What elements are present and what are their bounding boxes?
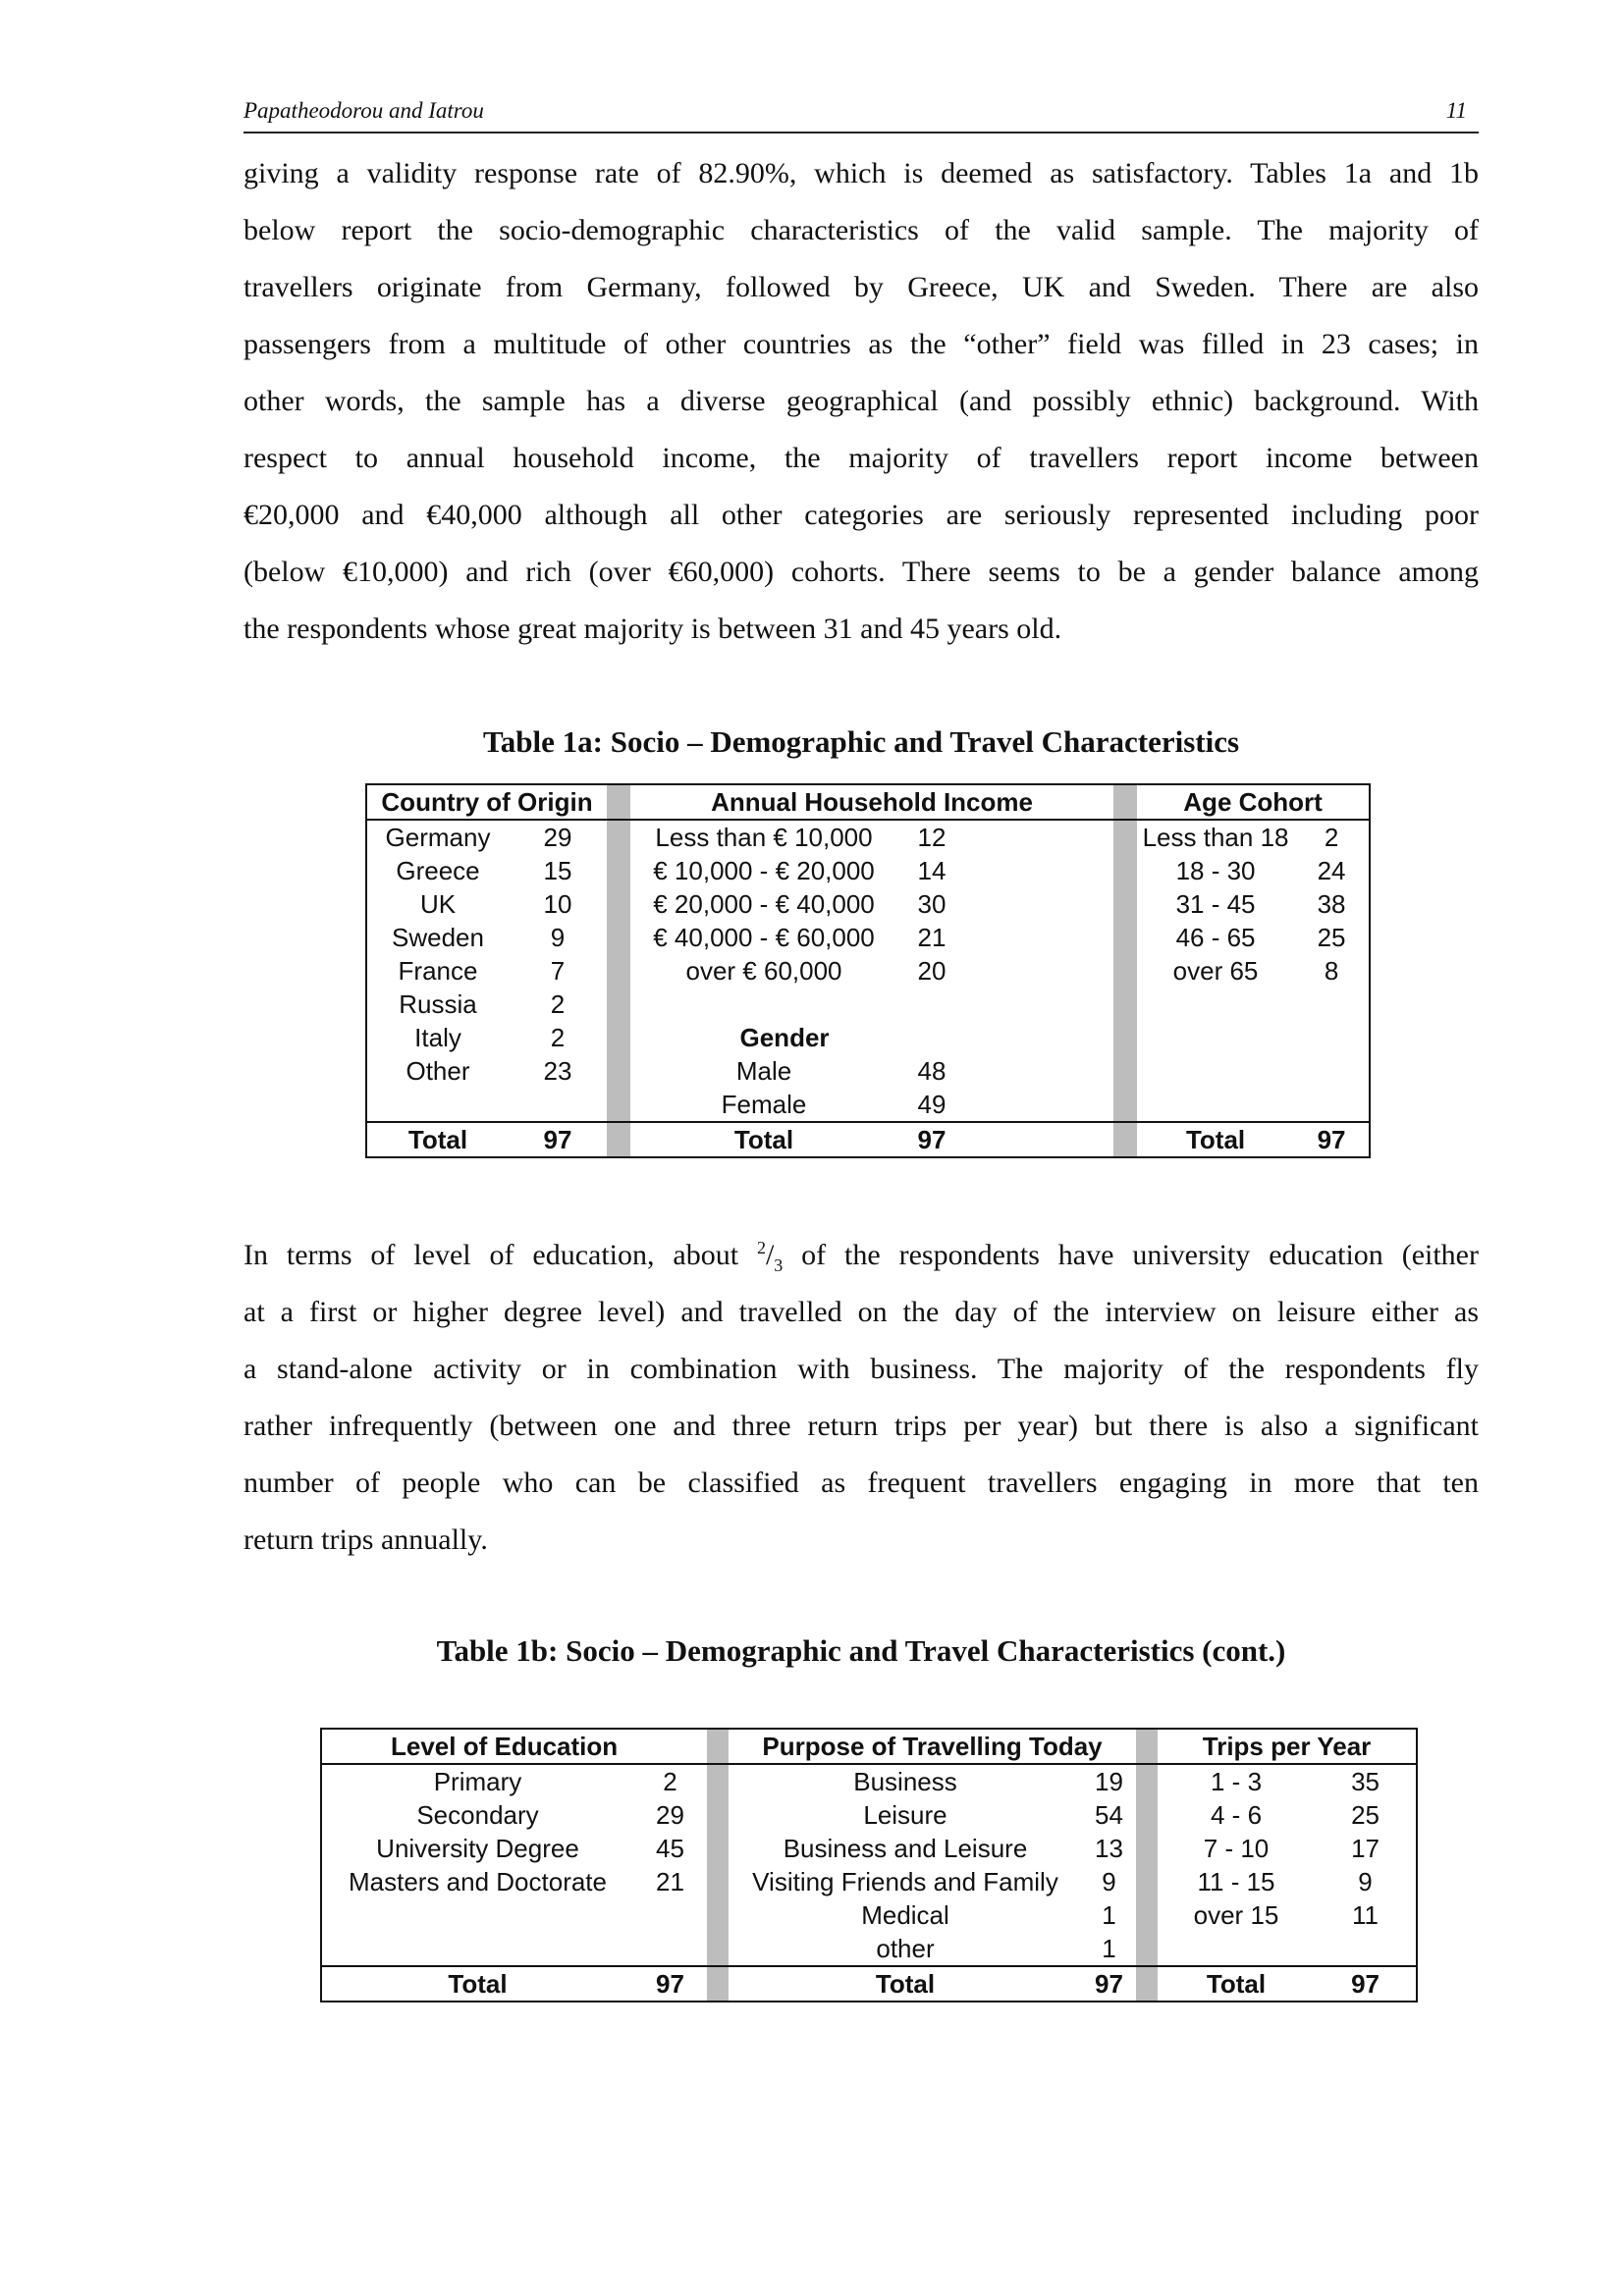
table-cell: 45 — [656, 1834, 684, 1863]
table-cell: 8 — [1324, 956, 1339, 986]
table-cell: UK — [419, 889, 457, 919]
table-row — [366, 988, 1370, 1021]
table-row — [366, 887, 1370, 921]
table-header-row — [321, 1729, 1417, 1764]
text-line: below report the socio-demographic characteristics of the valid sample. The majority of — [243, 214, 1479, 246]
table-cell: 24 — [1317, 856, 1346, 885]
column-header: Country of Origin — [366, 784, 607, 820]
table-cell: 4 - 6 — [1211, 1800, 1263, 1830]
table-cell: 15 — [543, 856, 572, 885]
text-line: (below €10,000) and rich (over €60,000) cohorts. There seems to be a gender balance among — [243, 556, 1479, 588]
running-header — [243, 96, 1479, 133]
total-label: Total — [366, 1122, 509, 1157]
table-cell: 54 — [1095, 1800, 1123, 1830]
table-cell: 9 — [1358, 1867, 1373, 1896]
header-authors: Papatheodorou and Iatrou — [243, 98, 484, 123]
column-separator — [607, 1088, 630, 1122]
table-cell: € 20,000 - € 40,000 — [653, 889, 875, 919]
text-line: other words, the sample has a diverse geographical (and possibly ethnic) background. With — [243, 385, 1479, 417]
text-line: giving a validity response rate of 82.90%, which is deemed as satisfactory. Tables 1a and 1b — [243, 157, 1479, 189]
column-separator — [707, 1729, 729, 1764]
table-cell: Business and Leisure — [783, 1834, 1028, 1863]
table-row — [321, 1932, 1417, 1966]
column-header: Purpose of Travelling Today — [729, 1729, 1136, 1764]
table-row — [366, 954, 1370, 988]
column-separator — [1136, 1832, 1158, 1865]
table-1a — [365, 783, 1371, 1158]
table-cell: 25 — [1317, 923, 1346, 952]
table-row — [366, 1021, 1370, 1054]
gender-subheader: Gender — [739, 1023, 830, 1052]
column-separator — [607, 854, 630, 887]
column-separator — [1136, 1764, 1158, 1798]
column-separator — [1136, 1966, 1158, 2002]
column-separator — [707, 1764, 729, 1798]
table-cell: over 15 — [1193, 1900, 1279, 1930]
column-separator — [1136, 1865, 1158, 1898]
table-cell: 2 — [550, 989, 566, 1019]
table-total-row — [321, 1966, 1417, 2002]
fraction-numerator: 2 — [756, 1238, 766, 1257]
total-value: 97 — [1082, 1966, 1136, 2002]
table-cell: 30 — [917, 889, 947, 919]
column-separator — [607, 1021, 630, 1054]
table-cell: Medical — [861, 1900, 949, 1930]
table-cell: 7 — [550, 956, 566, 986]
total-label: Total — [1137, 1122, 1294, 1157]
column-separator — [1113, 854, 1137, 887]
table-cell: 2 — [550, 1023, 566, 1052]
table-row — [366, 854, 1370, 887]
table-1b-caption: Table 1b: Socio – Demographic and Travel Characteristics (cont.) — [436, 1633, 1286, 1668]
table-cell: 2 — [663, 1767, 677, 1796]
table-cell: 11 — [1352, 1900, 1380, 1930]
column-separator — [1113, 1088, 1137, 1122]
fraction-denominator: 3 — [774, 1255, 784, 1275]
column-separator — [1136, 1729, 1158, 1764]
table-cell: Business — [853, 1767, 957, 1796]
table-cell: 25 — [1351, 1800, 1380, 1830]
table-row — [366, 1088, 1370, 1122]
table-cell: 29 — [656, 1800, 684, 1830]
text-line: travellers originate from Germany, followed by Greece, UK and Sweden. There are also — [243, 271, 1479, 303]
text-line: the respondents whose great majority is between 31 and 45 years old. — [243, 613, 1062, 645]
text-line: at a first or higher degree level) and travelled on the day of the interview on leisure either as — [243, 1296, 1479, 1328]
table-cell: University Degree — [376, 1834, 579, 1863]
total-value: 97 — [1315, 1966, 1417, 2002]
table-cell: Sweden — [392, 923, 484, 952]
table-cell: 1 — [1102, 1900, 1116, 1930]
table-row — [321, 1898, 1417, 1932]
column-separator — [1113, 988, 1137, 1021]
table-cell: Italy — [414, 1023, 461, 1052]
column-header: Age Cohort — [1137, 784, 1370, 820]
text-line: €20,000 and €40,000 although all other categories are seriously represented including poor — [243, 499, 1479, 531]
column-separator — [707, 1932, 729, 1966]
table-row — [321, 1832, 1417, 1865]
text-line: rather infrequently (between one and three return trips per year) but there is also a significant — [243, 1410, 1479, 1442]
table-cell: 21 — [656, 1867, 684, 1896]
table-cell: Less than € 10,000 — [655, 823, 873, 852]
column-separator — [607, 887, 630, 921]
column-separator — [1113, 954, 1137, 988]
text-line: respect to annual household income, the majority of travellers report income between — [243, 442, 1479, 474]
text-fragment: In terms of level of education, about — [243, 1239, 757, 1271]
table-cell: Female — [721, 1090, 807, 1119]
table-1b — [320, 1728, 1418, 2002]
table-cell: 9 — [1102, 1867, 1116, 1896]
total-label: Total — [630, 1122, 897, 1157]
table-cell: 48 — [917, 1056, 947, 1086]
table-cell: 21 — [917, 923, 947, 952]
table-cell: 2 — [1324, 823, 1339, 852]
table-row — [321, 1865, 1417, 1898]
paragraph-1 — [243, 145, 1479, 658]
table-cell: Male — [735, 1056, 792, 1086]
column-separator — [607, 820, 630, 854]
table-cell: 10 — [543, 889, 572, 919]
table-total-row — [366, 1122, 1370, 1157]
text-line: passengers from a multitude of other countries as the “other” field was filled in 23 cases; in — [243, 328, 1479, 360]
table-cell: € 10,000 - € 20,000 — [653, 856, 875, 885]
table-cell: 7 - 10 — [1203, 1834, 1270, 1863]
table-cell: Primary — [433, 1767, 522, 1796]
table-cell: € 40,000 - € 60,000 — [653, 923, 875, 952]
table-cell: 11 - 15 — [1197, 1867, 1275, 1896]
column-separator — [707, 1865, 729, 1898]
table-cell: Germany — [385, 823, 491, 852]
table-cell: other — [876, 1934, 935, 1963]
table-row — [366, 820, 1370, 854]
table-1a-caption: Table 1a: Socio – Demographic and Travel Characteristics — [482, 724, 1240, 759]
table-cell: over 65 — [1172, 956, 1259, 986]
table-cell: 9 — [550, 923, 566, 952]
column-separator — [1113, 1122, 1137, 1157]
column-separator — [1113, 784, 1137, 820]
table-cell: 29 — [543, 823, 572, 852]
table-cell: Greece — [396, 856, 480, 885]
table-cell: 18 - 30 — [1175, 856, 1256, 885]
column-separator — [707, 1966, 729, 2002]
table-cell: Secondary — [416, 1800, 539, 1830]
table-cell: 38 — [1317, 889, 1346, 919]
column-separator — [1113, 921, 1137, 954]
column-separator — [1136, 1932, 1158, 1966]
text-line: a stand-alone activity or in combination with business. The majority of the respondents fly — [243, 1353, 1479, 1385]
column-separator — [607, 954, 630, 988]
total-label: Total — [1158, 1966, 1315, 2002]
column-header: Level of Education — [321, 1729, 707, 1764]
table-cell: 20 — [917, 956, 947, 986]
text-line: return trips annually. — [243, 1523, 488, 1556]
column-separator — [1113, 887, 1137, 921]
table-cell: 23 — [543, 1056, 572, 1086]
text-line — [243, 1227, 1479, 1284]
table-cell: Visiting Friends and Family — [752, 1867, 1058, 1896]
column-separator — [607, 1122, 630, 1157]
column-separator — [607, 1054, 630, 1088]
table-cell: Leisure — [863, 1800, 947, 1830]
table-cell: 12 — [917, 823, 947, 852]
fraction-slash: / — [765, 1239, 775, 1271]
column-separator — [607, 921, 630, 954]
table-cell: 19 — [1095, 1767, 1123, 1796]
table-cell: 31 - 45 — [1175, 889, 1256, 919]
table-row — [321, 1764, 1417, 1798]
total-value: 97 — [509, 1122, 607, 1157]
column-separator — [707, 1798, 729, 1832]
table-cell: Masters and Doctorate — [348, 1867, 607, 1896]
table-row — [321, 1798, 1417, 1832]
column-separator — [1113, 1021, 1137, 1054]
column-separator — [707, 1832, 729, 1865]
table-cell: 49 — [917, 1090, 947, 1119]
column-header: Trips per Year — [1158, 1729, 1417, 1764]
table-cell: 17 — [1351, 1834, 1380, 1863]
table-cell: France — [398, 956, 478, 986]
table-cell: 1 - 3 — [1211, 1767, 1263, 1796]
table-cell: Less than 18 — [1142, 823, 1289, 852]
total-value: 97 — [897, 1122, 966, 1157]
column-separator — [1136, 1898, 1158, 1932]
table-header-row — [366, 784, 1370, 820]
table-cell: over € 60,000 — [685, 956, 842, 986]
column-separator — [607, 988, 630, 1021]
column-separator — [1113, 820, 1137, 854]
column-header: Annual Household Income — [630, 784, 1113, 820]
table-cell: Russia — [399, 989, 477, 1019]
table-cell: 1 — [1102, 1934, 1116, 1963]
table-row — [366, 921, 1370, 954]
table-cell: 14 — [917, 856, 947, 885]
table-row — [366, 1054, 1370, 1088]
column-separator — [707, 1898, 729, 1932]
table-cell: 46 - 65 — [1175, 923, 1256, 952]
table-cell: 13 — [1095, 1834, 1123, 1863]
total-label: Total — [729, 1966, 1082, 2002]
page-number: 11 — [1445, 98, 1467, 123]
table-cell: Other — [406, 1056, 470, 1086]
text-fragment: of the respondents have university education (either — [783, 1239, 1479, 1271]
text-line: number of people who can be classified as frequent travellers engaging in more that ten — [243, 1467, 1479, 1499]
paragraph-2 — [243, 1227, 1479, 1569]
column-separator — [607, 784, 630, 820]
column-separator — [1113, 1054, 1137, 1088]
total-value: 97 — [1294, 1122, 1370, 1157]
column-separator — [1136, 1798, 1158, 1832]
table-cell: 35 — [1351, 1767, 1380, 1796]
total-value: 97 — [633, 1966, 707, 2002]
total-label: Total — [321, 1966, 633, 2002]
